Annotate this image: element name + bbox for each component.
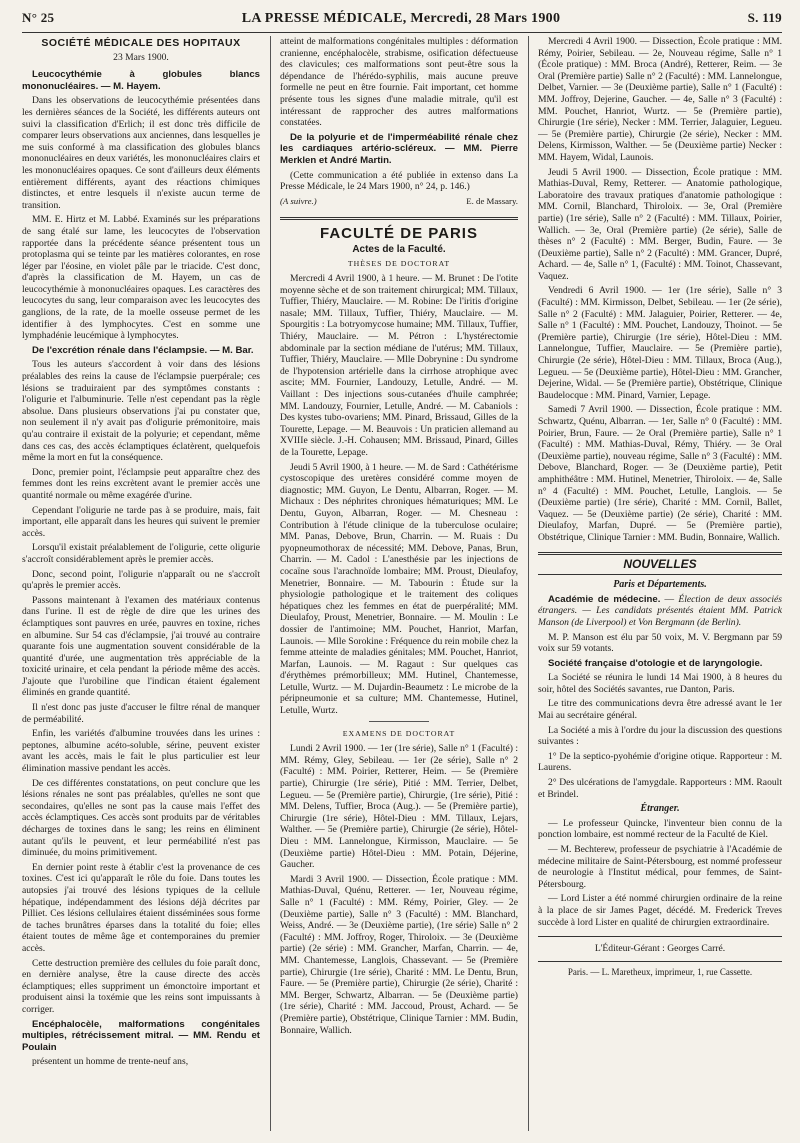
paragraph: — Le professeur Quincke, l'inventeur bien connu de la ponction lombaire, est nommé recteur de la Faculté de Kiel. <box>538 817 782 841</box>
paragraph: Mercredi 4 Avril 1900. — Dissection, École pratique : MM. Rémy, Poirier, Sebileau. — 2e, Nouveau régime, Salle n° 1 (École pratique) : MM. Broca (André), Retterer, Reim. — 3e Oral (Première partie) Salle n° 2 (Faculté) : MM. Lannelongue, Delbet, Varnier. — 3e (Deuxième partie), Salle n° 1 (Faculté) : MM. Joffroy, Dejerine, Gaucher. — 4e, Salle n° 3 (Faculté) : MM. Pouchet, Hanriot, Wurtz. — 5e (Première partie), Chirurgie (1re série), Necker : MM. Terrier, Jalaguier, Legueu. — 5e (Première partie), Chirurgie (2e série), Necker : MM. Delens, Kirmisson, Walther. — 5e (Deuxième partie) Necker : MM. Hayem, Widal, Launois. <box>538 36 782 163</box>
editor-line: L'Éditeur-Gérant : Georges Carré. <box>538 936 782 955</box>
paragraph: Mardi 3 Avril 1900. — Dissection, École pratique : MM. Mathias-Duval, Quénu, Retterer. — 1er, Nouveau régime, Salle n° 1 (Faculté) : MM. Rémy, Poirier, Gley. — 2e (Deuxième partie), Salle n° 3 (Faculté) : MM. Blanchard, Weiss, André. — 3e (Deuxième partie), (1re série) Salle n° 2 (Faculté) : MM. Joffroy, Roger, Thiroloix. — 3e (Deuxième partie) (2e série) : MM. Grancher, Marfan, Charrin. — 4e, MM. Chantemesse, Langlois, Chassevant. — 5e (Première partie), Chirurgie (1re série), Charité : MM. Le Dentu, Brun, Faure. — 5e (Première partie), Chirurgie (2e série), Charité : MM. Berger, Schwartz, Albarran. — 5e (Deuxième partie) (1re série), Charité : MM. Jaccoud, Proust, Achard. — 5e (Première partie), Obstétrique, Clinique Tarnier : MM. Budin, Bonnaire, Wallich. <box>280 873 518 1036</box>
section-title: FACULTÉ DE PARIS <box>280 217 518 240</box>
paragraph: Cette destruction première des cellules du foie paraît donc, en dernière analyse, être la cause directe des accès éclamptiques; elles suppriment un émonctoire important et produisent ainsi la toxémie que les reins sont impuissants à corriger. <box>22 957 260 1015</box>
paragraph: Il n'est donc pas juste d'accuser le filtre rénal de manquer de perméabilité. <box>22 702 260 725</box>
article: Académie de médecine. — Élection de deux associés étrangers. — Les candidats présentés étaient MM. Patrick Manson (de Liverpool) et Von Bergmann (de Berlin). <box>538 593 782 628</box>
paragraph: Passons maintenant à l'examen des matériaux contenus dans l'urine. Il est de règle de dire que les urines des éclamptiques sont pauvres en urée, pauvres en toxine, riches en albumine. Sur 54 cas d'éclampsie, j'ai trouvé au contraire quarante fois une augmentation souvent considérable de la quantité d'urée, une augmentation très appréciable de la toxicité urinaire, et cela pendant la période même des accès. J'ajoute que l'urobiline que l'indican étaient également éliminés en grande quantité. <box>22 594 260 699</box>
printer-line: Paris. — L. Maretheux, imprimeur, 1, rue Cassette. <box>538 961 782 979</box>
paragraph: Donc, premier point, l'éclampsie peut apparaître chez des femmes dont les reins excrètent avant le premier accès une quantité normale ou même exagérée d'urine. <box>22 466 260 501</box>
column-divider <box>270 36 271 1131</box>
publication-title: LA PRESSE MÉDICALE, Mercredi, 28 Mars 1900 <box>241 11 561 26</box>
paragraph: En dernier point reste à établir c'est la provenance de ces toxines. C'est ici qu'apparaît le rôle du foie. Dans toutes les autopsies j'ai trouvé des lésions typiques de la cellule hépatique, indépendamment des lésions déjà décrites par Pilliet. Ces lésions cellulaires étaient disséminées sous forme de taches brunâtres éparses dans la totalité du foie; elles étaient toutes de même âge et contemporaines du premier accès. <box>22 861 260 954</box>
divider <box>369 721 429 722</box>
article-title: Société française d'otologie et de laryngologie. <box>548 657 763 669</box>
paragraph: — M. Bechterew, professeur de psychiatrie à l'Académie de médecine militaire de Saint-Pétersbourg, est nommé professeur de neurologie à l'Institut médical, pour femmes, de Saint-Pétersbourg. <box>538 844 782 890</box>
signature: E. de Massary. <box>466 195 518 206</box>
paragraph: 2° Des ulcérations de l'amygdale. Rapporteurs : MM. Raoult et Brindel. <box>538 777 782 800</box>
paragraph: Tous les auteurs s'accordent à voir dans des lésions préalables des reins la cause de l'éclampsie puerpérale; ces lésions se traduiraient par des symptômes constants : l'oligurie et l'albuminurie. Telle n'est cependant pas la règle absolue. Dans plusieurs observations j'ai pu constater que, non seulement il n'y avait pas d'oligurie prémonitoire, mais qu'au contraire il existait de la polyurie; et cependant, même dans ces cas, des accès éclamptiques éclatèrent, quelquefois même la mort en fut la conséquence. <box>22 359 260 464</box>
paragraph: présentent un homme de trente-neuf ans, <box>32 1056 189 1068</box>
columns <box>22 36 782 1131</box>
paragraph: Lorsqu'il existait préalablement de l'oligurie, cette oligurie s'accroît considérablement après le premier accès. <box>22 542 260 565</box>
paragraph: — Lord Lister a été nommé chirurgien ordinaire de la reine à la place de sir James Paget, décédé. M. Frederick Treves succède à lord Lister en qualité de chirurgien extraordinaire. <box>538 893 782 928</box>
paragraph: Donc, second point, l'oligurie n'apparaît ou ne s'accroît qu'après le premier accès. <box>22 568 260 592</box>
paragraph: De ces différentes constatations, on peut conclure que les lésions rénales ne sont pas préalables, qu'elles ne sont que secondaires, qu'elles ne sont pas la cause mais l'effet des accès éclamptiques. Ces accès sont produits par de véritables décharges de toxines dans le sang; les reins en éliminent autant qu'ils le peuvent, et leur perméabilité n'est pas diminuée, du moins primitivement. <box>22 777 260 859</box>
paragraph: Mercredi 4 Avril 1900, à 1 heure. — M. Brunet : De l'otite moyenne sèche et de son traitement chirurgical; MM. Tillaux, Tuffier, Thiéry, Mauclaire. — M. Robine: De l'iritis d'origine nasale; MM. Tillaux, Tuffier, Thiéry, Mauclaire. — M. Spourgitis : La botryomycose humaine; MM. Tillaux, Tuffier, Thiéry, Mauclaire. — M. Pétron : L'hystérectomie abdominale par la section médiane de l'utérus; MM. Tillaux, Tuffier, Thiéry, Mauclaire. — Mlle Dobrynine : Du syndrome de l'hypotension artérielle dans la cirrhose atrophique avec ascite; MM. Fournier, Landouzy, Letulle, André. — M. Vaillant : Des injections sous-cutanées d'huile camphrée; MM. Landouzy, Fournier, Letulle, André. — M. Cabaniols : Des kystes tubo-ovariens; MM. Pinard, Brissaud, Gilles de la Tourette, Lepage. — M. Beauvois : Un praticien allemand au XVIIIe siècle. J.-H. Cohausen; MM. Brissaud, Pinard, Gilles de la Tourette, Lepage. <box>280 273 518 458</box>
subsection-title: Actes de la Faculté. <box>352 243 446 255</box>
issue-number: N° 25 <box>22 10 55 25</box>
paragraph: Jeudi 5 Avril 1900. — Dissection, École pratique : MM. Mathias-Duval, Remy, Retterer. — Anatomie pathologique, Laboratoire des travaux pratiques d'anatomie pathologique : MM. Cornil, Blanchard, Thiroloix. — 3e, Oral (Première partie) (1re série), Salle n° 2 (Faculté) : MM. Tillaux, Poirier, Wallich. — 3e, Oral (Première partie) (2e série), Salle de thèses n° 2 (Faculté) : MM. Berger, Budin, Faure. — 3e (Deuxième partie), Salle n° 2 (Faculté) : MM. Grancer, Dupré, Achard. — 4e, Salle n° 1, (Faculté) : MM. Toinot, Chassevant, Vaquez. <box>538 166 782 282</box>
paragraph: Enfin, les variétés d'albumine trouvées dans les urines : peptones, albumine acéto-soluble, sérine, peuvent exister avant les accès, mais le fait le plus particulier est leur élimination massive pendant les accès. <box>22 728 260 775</box>
article-title: Leucocythémie à globules blancs mononucléaires. — M. Hayem. <box>22 69 260 92</box>
paragraph: Jeudi 5 Avril 1900, à 1 heure. — M. de Sard : Cathétérisme cystoscopique des uretères considéré comme moyen de diagnostic; MM. Guyon, Le Dentu, Albarran, Roger. — M. Michaux : Des néphrites chroniques hématuriques; MM. Le Dentu, Guyon, Albarran, Roger. — M. Chesneau : Contribution à l'étude clinique de la tuberculose oculaire; MM. Panas, Debove, Brun, Charrin. — M. Ruais : Du pyopneumothorax de nécessité; MM. Debove, Panas, Brun, Charrin. — M. Cadol : L'anesthésie par les injections de cocaïne sous l'arachnoïde lombaire; MM. Proust, Dieulafoy, Menetrier, Bonnaire. — M. Tabourin : Étude sur la physiologie pathologique et le traitement des coliques hépatiques chez les femmes en état de puerpéralité; MM. Dieulafoy, Proust, Menetrier, Bonnaire. — M. Moulin : Le dossier de l'antimoine; MM. Pouchet, Hanriot, Marfan, Launois. — Mlle Sorokine : Fréquence du rein mobile chez la femme atteinte de maladies génitales; MM. Pouchet, Hanriot, Marfan, Launois. — M. Ragaut : Sur quelques cas d'érythèmes prémorbilleux; MM. Hutinel, Chantemesse, Letulle, Wurtz. — M. Dujardin-Beaumetz : Le microbe de la péripneumonie et sa culture; MM. Chantemesse, Hutinel, Letulle, Wurtz. <box>280 461 518 717</box>
paragraph: M. P. Manson est élu par 50 voix, M. V. Bergmann par 59 voix sur 59 votants. <box>538 631 782 655</box>
paragraph: MM. E. Hirtz et M. Labbé. Examinés sur les préparations de sang étalé sur lame, les leucocytes de l'observation rapportée dans la précédente séance présentent tous un protoplasma qui se teinte par les matières colorantes, en rose léger par l'éosine, en violet pâle par le triacide. C'est donc, d'après la classification de M. Hayem, un cas de leucocythémie à mononucléaires opaques. Les caractères des leucocytes du sang, leur comparaison avec les leucocytes des ganglions, de la rate, de la moelle osseuse permet de les identifier à des lymphocytes. C'est en somme une lymphadénie leucémique à lymphocytes. <box>22 214 260 342</box>
subsection-title: EXAMENS DE DOCTORAT <box>342 728 456 738</box>
article-title: Encéphalocèle, malformations congénitales multiples, rétrécissement mitral. — MM. Rendu et Poulain <box>22 1018 260 1053</box>
subsection-title: Paris et Départements. <box>613 579 707 591</box>
paragraph: (Cette communication a été publiée in extenso dans La Presse Médicale, le 24 Mars 1900, n° 24, p. 146.) <box>280 169 518 193</box>
subsection-title: THÈSES DE DOCTORAT <box>347 258 451 268</box>
paragraph: La Société a mis à l'ordre du jour la discussion des questions suivantes : <box>538 724 782 748</box>
paragraph: Dans les observations de leucocythémie présentées dans les dernières séances de la Société, les différents auteurs ont suivi la classification d'Erlich; il est donc très difficile de comparer leurs observations aux anciennes, dans lesquelles je me suis conformé à ma classification des globules blancs mononucléaires en deux variétés, les mononucléaires clairs et les mononucléaires opaques. Ce sont d'ailleurs deux éléments entièrement différents, ayant des réactions chimiques distinctes, et entre lesquels il n'existe aucun terme de transition. <box>22 95 260 211</box>
paragraph: 1° De la septico-pyohémie d'origine otique. Rapporteur : M. Laurens. <box>538 750 782 774</box>
article-title: De l'excrétion rénale dans l'éclampsie. — M. Bar. <box>32 344 254 356</box>
paragraph: Lundi 2 Avril 1900. — 1er (1re série), Salle n° 1 (Faculté) : MM. Rémy, Gley, Sebileau. — 1er (2e série), Salle n° 2 (Faculté) : MM. Poirier, Retterer, Heim. — 5e (Première partie), Chirurgie (1re série), Pitié : MM. Terrier, Delbet, Legueu. — 5e (Première partie), Chirurgie, (1re série), Pitié : MM. Delens, Tuffier, Broca (Aug.). — 5e (Première partie), Chirurgie (1re série), Hôtel-Dieu : MM. Tillaux, Lejars, Walther. — 5e (Première partie), Chirurgie (2e série), Hôtel-Dieu : MM. Lannelongue, Kirmisson, Mauclaire. — 5e (Deuxième partie) Hôtel-Dieu : MM. Potain, Déjerine, Gaucher. <box>280 743 518 871</box>
page-number: S. 119 <box>747 10 782 25</box>
column-1 <box>22 36 260 1131</box>
paragraph: Le titre des communications devra être adressé avant le 1er Mai au secrétaire général. <box>538 698 782 722</box>
article-title: De la polyurie et de l'imperméabilité rénale chez les cardiaques artério-scléreux. — MM. Pierre Merklen et André Martin. <box>280 131 518 166</box>
column-divider <box>528 36 529 1131</box>
column-2 <box>280 36 518 1131</box>
section-date: 23 Mars 1900. <box>113 51 169 63</box>
paragraph: atteint de malformations congénitales multiples : déformation cranienne, encéphalocèle, strabisme, osification défectueuse des clavicules; ces malformations sont peut-être sous la dépendance de l'hérédo-syphilis, mais aucune preuve formelle ne peut en être fournie. Fait important, cet homme présente tous les signes d'une maladie mitrale, qu'il est intéressant de rapprocher des autres malformations constatées. <box>280 36 518 129</box>
paragraph: La Société se réunira le lundi 14 Mai 1900, à 8 heures du soir, hôtel des Sociétés savantes, rue Danton, Paris. <box>538 672 782 695</box>
paragraph: Cependant l'oligurie ne tarde pas à se produire, mais, fait important, elle apparaît dans les heures qui suivent le premier accès. <box>22 504 260 539</box>
paragraph: Vendredi 6 Avril 1900. — 1er (1re série), Salle n° 3 (Faculté) : MM. Kirmisson, Delbet, Sebileau. — 1er (2e série), Salle n° 2 (Faculté) : MM. Jalaguier, Poirier, Retterer. — 4e, Salle n° 1 (Faculté) : MM. Pouchet, Landouzy, Thoinot. — 5e (Première partie), Chirurgie (1re série), Hôtel-Dieu : MM. Lannelongue, Tuffier, Mauclaire. — 5e (Première partie), Chirurgie (2e série), Hôtel-Dieu : MM. Tillaux, Broca (Aug.), Legueu. — 5e (Deuxième partie), Hôtel-Dieu : MM. Grancher, Dejerine, Widal. — 5e (Première partie), Obstétrique, Clinique Baudelocque : MM. Pinard, Varnier, Lepage. <box>538 285 782 401</box>
page-header <box>22 10 782 33</box>
section-title: NOUVELLES <box>538 552 782 576</box>
signature-line: (A suivre.) E. de Massary. <box>280 195 518 206</box>
subsection-title: Étranger. <box>640 803 680 815</box>
column-3 <box>538 36 782 1131</box>
paragraph: Samedi 7 Avril 1900. — Dissection, École pratique : MM. Schwartz, Quénu, Albarran. — 1er, Salle n° 0 (Faculté) : MM. Poirier, Brun, Faure. — 2e Oral (Première partie), Salle n° 1 (Faculté) : MM. Mathias-Duval, Rémy, Thiéry. — 3e Oral (Deuxième partie), nouveau régime, Salle n° 3 (Faculté) : MM. Debove, Blanchard, Roger. — 3e (Deuxième partie), Petit amphithéâtre : MM. Hutinel, Menetrier, Thiroloix. — 4e, Salle n° 4 (Faculté) : MM. Pouchet, Letulle, Langlois. — 5e (Deuxième partie) (1re série), Charité : MM. Cornil, Ballet, Vaquez. — 5e (Deuxième partie) (2e série), Charité : MM. Dieulafoy, Marfan, Dupré. — 5e (Première partie), Obstétrique, Clinique Tarnier : MM. Budin, Bonnaire, Wallich. <box>538 404 782 543</box>
newspaper-page <box>22 10 782 1135</box>
section-title: SOCIÉTÉ MÉDICALE DES HOPITAUX <box>41 37 241 49</box>
